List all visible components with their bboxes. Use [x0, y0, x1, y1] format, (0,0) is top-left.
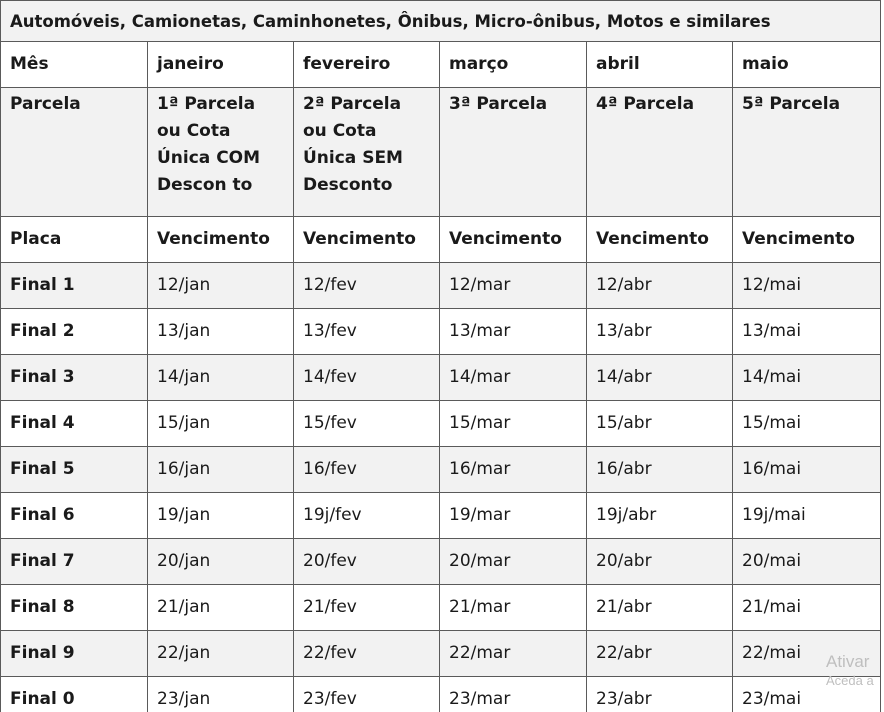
table-row — [1, 585, 881, 631]
table-cell: 13/fev — [294, 309, 440, 355]
header-cell: 2ª Parcela ou Cota Única SEM Desconto — [294, 88, 440, 217]
table-cell: Final 8 — [1, 585, 148, 631]
table-cell: 21/fev — [294, 585, 440, 631]
table-cell: Final 0 — [1, 677, 148, 712]
table-cell: 12/fev — [294, 263, 440, 309]
table-cell: Final 2 — [1, 309, 148, 355]
header-cell: 5ª Parcela — [733, 88, 881, 217]
header-cell: Mês — [1, 42, 148, 88]
table-cell: 12/mar — [440, 263, 587, 309]
table-cell: 23/abr — [587, 677, 733, 712]
header-row-parcela — [1, 88, 881, 217]
table-cell: 12/abr — [587, 263, 733, 309]
table-row — [1, 539, 881, 585]
table-cell: 14/mar — [440, 355, 587, 401]
header-cell: Vencimento — [587, 217, 733, 263]
table-cell: 23/fev — [294, 677, 440, 712]
table-caption-row — [1, 1, 881, 42]
table-caption: Automóveis, Camionetas, Caminhonetes, Ônibus, Micro-ônibus, Motos e similares — [1, 1, 881, 42]
table-cell: 23/mar — [440, 677, 587, 712]
header-cell: janeiro — [148, 42, 294, 88]
table-cell: 20/jan — [148, 539, 294, 585]
table-row — [1, 493, 881, 539]
header-cell: Vencimento — [733, 217, 881, 263]
header-cell: Vencimento — [440, 217, 587, 263]
watermark-line-1: Ativar — [826, 652, 870, 671]
table-row — [1, 631, 881, 677]
table-cell: 15/mar — [440, 401, 587, 447]
table-cell: 13/mar — [440, 309, 587, 355]
table-cell: Final 4 — [1, 401, 148, 447]
header-cell: Parcela — [1, 88, 148, 217]
table-cell: 15/jan — [148, 401, 294, 447]
table-cell: 22/mar — [440, 631, 587, 677]
table-cell: 20/fev — [294, 539, 440, 585]
windows-activation-watermark — [826, 652, 884, 690]
table-cell: 21/mar — [440, 585, 587, 631]
header-row-placa — [1, 217, 881, 263]
table-cell: 12/jan — [148, 263, 294, 309]
table-row — [1, 677, 881, 712]
table-cell: Final 7 — [1, 539, 148, 585]
table-cell: 22/jan — [148, 631, 294, 677]
header-cell: Vencimento — [148, 217, 294, 263]
table-cell: Final 1 — [1, 263, 148, 309]
header-cell: 1ª Parcela ou Cota Única COM Descon to — [148, 88, 294, 217]
table-cell: 13/abr — [587, 309, 733, 355]
table-cell: 23/mai — [733, 677, 881, 712]
table-cell: 22/abr — [587, 631, 733, 677]
table-row — [1, 263, 881, 309]
table-cell: 14/jan — [148, 355, 294, 401]
table-cell: 22/fev — [294, 631, 440, 677]
table-cell: 19j/mai — [733, 493, 881, 539]
header-cell: março — [440, 42, 587, 88]
table-cell: 22/mai — [733, 631, 881, 677]
table-cell: 19j/abr — [587, 493, 733, 539]
table-cell: 16/abr — [587, 447, 733, 493]
header-row-mes — [1, 42, 881, 88]
watermark-line-2: Aceda a — [826, 673, 874, 688]
table-cell: 19/mar — [440, 493, 587, 539]
header-cell: maio — [733, 42, 881, 88]
table-cell: 21/abr — [587, 585, 733, 631]
header-cell: 3ª Parcela — [440, 88, 587, 217]
header-cell: fevereiro — [294, 42, 440, 88]
table-cell: 16/mai — [733, 447, 881, 493]
table-cell: Final 6 — [1, 493, 148, 539]
table-cell: Final 5 — [1, 447, 148, 493]
table-cell: Final 9 — [1, 631, 148, 677]
table-cell: 23/jan — [148, 677, 294, 712]
table-cell: 14/abr — [587, 355, 733, 401]
table-cell: 12/mai — [733, 263, 881, 309]
table-cell: 13/mai — [733, 309, 881, 355]
table-cell: 16/fev — [294, 447, 440, 493]
table-cell: 20/abr — [587, 539, 733, 585]
table-cell: 16/mar — [440, 447, 587, 493]
table-cell: Final 3 — [1, 355, 148, 401]
table-cell: 14/fev — [294, 355, 440, 401]
table-row — [1, 309, 881, 355]
header-cell: abril — [587, 42, 733, 88]
table-cell: 20/mar — [440, 539, 587, 585]
header-cell: 4ª Parcela — [587, 88, 733, 217]
table-cell: 14/mai — [733, 355, 881, 401]
table-cell: 21/mai — [733, 585, 881, 631]
table-cell: 13/jan — [148, 309, 294, 355]
table-cell: 19/jan — [148, 493, 294, 539]
table-row — [1, 355, 881, 401]
table-cell: 15/fev — [294, 401, 440, 447]
header-cell: Placa — [1, 217, 148, 263]
table-row — [1, 447, 881, 493]
table-cell: 19j/fev — [294, 493, 440, 539]
table-cell: 15/abr — [587, 401, 733, 447]
table-cell: 16/jan — [148, 447, 294, 493]
table-cell: 20/mai — [733, 539, 881, 585]
table-cell: 21/jan — [148, 585, 294, 631]
table-cell: 15/mai — [733, 401, 881, 447]
table-row — [1, 401, 881, 447]
header-cell: Vencimento — [294, 217, 440, 263]
